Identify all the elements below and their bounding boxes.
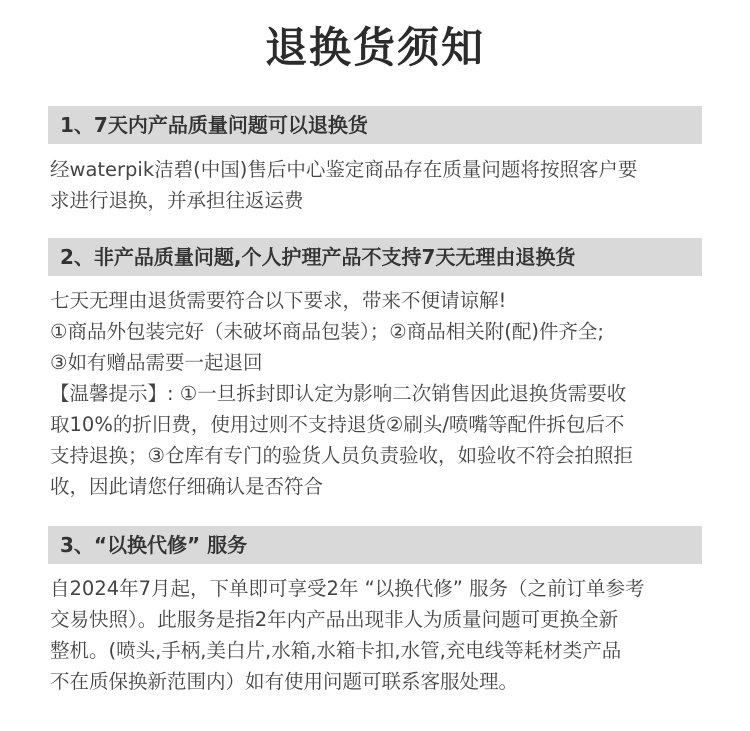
section-1-heading: 1、7天内产品质量问题可以退换货: [48, 106, 702, 144]
section-2-line: 取10%的折旧费，使用过则不支持退货②刷头/喷嘴等配件拆包后不: [50, 413, 625, 436]
section-3-body: [50, 573, 705, 697]
section-1-line: 经waterpik洁碧(中国)售后中心鉴定商品存在质量问题将按照客户要: [50, 158, 638, 181]
section-2-line: 【温馨提示】: ①一旦拆封即认定为影响二次销售因此退换货需要收: [50, 382, 627, 405]
page-title: 退换货须知: [264, 23, 485, 72]
section-1-line: 求进行退换，并承担往返运费: [50, 189, 304, 212]
section-2-line: ③如有赠品需要一起退回: [50, 351, 263, 374]
section-1-body: [50, 154, 705, 216]
section-2-line: 收，因此请您仔细确认是否符合: [50, 475, 324, 498]
section-2-line: 支持退换；③仓库有专门的验货人员负责验收，如验收不符会拍照拒: [50, 444, 633, 467]
section-2-body: [50, 285, 705, 502]
section-3-line: 交易快照）。此服务是指2年内产品出现非人为质量问题可更换全新: [50, 608, 619, 631]
section-2-line: ①商品外包装完好（未破坏商品包装）；②商品相关附(配)件齐全;: [50, 320, 604, 343]
section-3-line: 不在质保换新范围内）如有使用问题可联系客服处理。: [50, 670, 519, 693]
section-3-heading: 3、“以换代修” 服务: [48, 526, 702, 564]
section-3-line: 自2024年7月起，下单即可享受2年 “以换代修” 服务（之前订单参考: [50, 577, 645, 600]
section-3-line: 整机。(喷头,手柄,美白片,水箱,水箱卡扣,水管,充电线等耗材类产品: [50, 639, 622, 662]
section-2-line: 七天无理由退货需要符合以下要求，带来不便请谅解!: [50, 289, 507, 312]
section-2-heading: 2、非产品质量问题,个人护理产品不支持7天无理由退换货: [48, 238, 702, 276]
